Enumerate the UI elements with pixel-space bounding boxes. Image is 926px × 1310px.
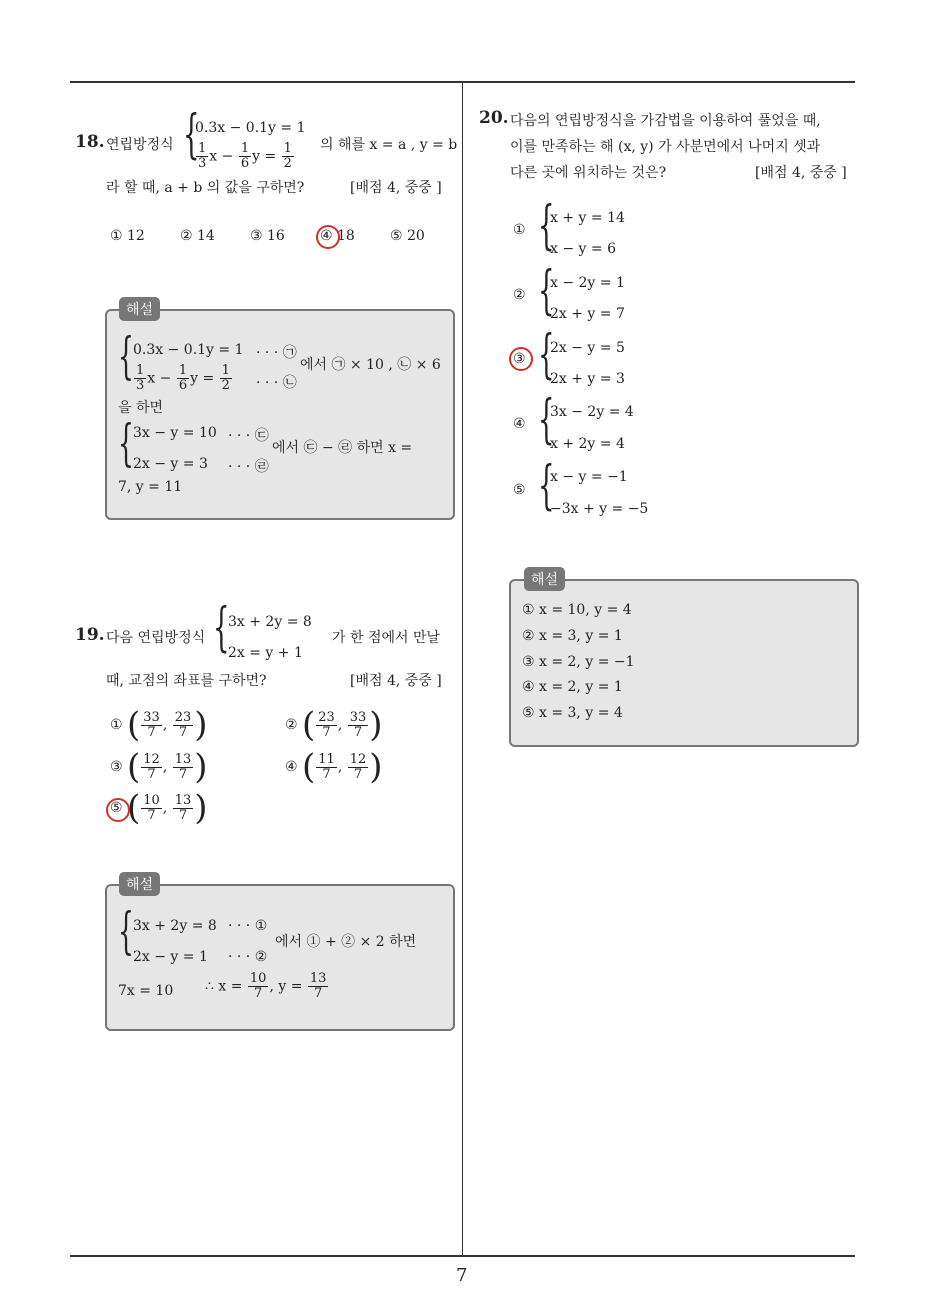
q18-points: [배점 4, 중중 ]	[350, 180, 442, 196]
q18-sol-eq1-tag: · · · ㉠	[256, 345, 297, 361]
q19-sol-eq2: 2x − y = 1	[133, 949, 208, 965]
q18-option-2[interactable]: ② 14	[180, 228, 215, 244]
q19-sol-result: ∴ x = $\frac{10}{7}$ , y = $\frac{13}{7}$	[205, 971, 327, 1001]
q19-eq1: 3x + 2y = 8	[228, 614, 312, 630]
q19-solution-label: 해설	[119, 872, 160, 896]
q19-sol-text2: 7x = 10	[118, 983, 174, 999]
q20-sol-line-4: ④ x = 2, y = 1	[522, 679, 623, 695]
q20-sol-line-5: ⑤ x = 3, y = 4	[522, 705, 623, 721]
column-divider	[462, 83, 463, 1255]
q19-number: 19.	[75, 625, 105, 645]
q18-text-b: 의 해를 x = a , y = b	[320, 137, 458, 153]
q19-sol-eq1: 3x + 2y = 8	[133, 918, 217, 934]
q18-option-4[interactable]: ④ 18	[320, 228, 355, 244]
q18-sol-eq3: 3x − y = 10	[133, 425, 217, 441]
q18-sol-eq3-tag: · · · ㉢	[228, 428, 269, 444]
q18-sol-brace2: {	[118, 414, 134, 472]
q19-brace: {	[213, 598, 230, 658]
q18-eq2: $\frac{1}{3}$ x − $\frac{1}{6}$ y = $\frac{1}{2}$	[198, 141, 292, 171]
q19-option-4[interactable]: ④ ( $\frac{11}{7}$ , $\frac{12}{7}$ )	[285, 747, 383, 787]
q18-sol-text3: 에서 ㉢ − ㉣ 하면 x =	[272, 440, 413, 456]
q18-number: 18.	[75, 132, 105, 152]
q18-option-3[interactable]: ③ 16	[250, 228, 285, 244]
q19-text-b: 가 한 점에서 만날	[332, 630, 441, 646]
q20-points: [배점 4, 중중 ]	[755, 165, 847, 181]
q19-points: [배점 4, 중중 ]	[350, 673, 442, 689]
q19-option-2[interactable]: ② ( $\frac{23}{7}$ , $\frac{33}{7}$ )	[285, 705, 383, 745]
q19-answer-circle	[106, 798, 130, 822]
q18-sol-text4: 7, y = 11	[118, 479, 183, 495]
q19-text-a: 다음 연립방정식	[106, 630, 206, 646]
q18-sol-text1: 에서 ㉠ × 10 , ㉡ × 6	[300, 357, 441, 373]
q19-sol-eq1-tag: · · · ①	[228, 918, 268, 934]
q18-text-a: 연립방정식	[106, 137, 174, 153]
q19-sol-eq2-tag: · · · ②	[228, 949, 268, 965]
q19-option-5[interactable]: ⑤ ( $\frac{10}{7}$ , $\frac{13}{7}$ )	[110, 788, 208, 828]
q20-sol-line-3: ③ x = 2, y = −1	[522, 654, 635, 670]
q19-eq2: 2x = y + 1	[228, 645, 303, 661]
q18-sol-eq4-tag: · · · ㉣	[228, 459, 269, 475]
q20-sol-line-1: ① x = 10, y = 4	[522, 602, 632, 618]
q18-eq1: 0.3x − 0.1y = 1	[195, 120, 306, 136]
q18-sol-eq2: $\frac{1}{3}$ x − $\frac{1}{6}$ y = $\frac{1}{2}$	[136, 363, 230, 393]
q18-brace: {	[183, 105, 200, 165]
q20-line1: 다음의 연립방정식을 가감법을 이용하여 풀었을 때,	[510, 113, 821, 129]
q18-option-5[interactable]: ⑤ 20	[390, 228, 425, 244]
q20-answer-circle	[509, 347, 533, 371]
q20-line2: 이를 만족하는 해 (x, y) 가 사분면에서 나머지 셋과	[510, 139, 821, 155]
q20-line3: 다른 곳에 위치하는 것은?	[510, 165, 667, 181]
q18-sol-eq2-tag: · · · ㉡	[256, 375, 297, 391]
q18-answer-circle	[316, 225, 340, 249]
q18-text-c: 라 할 때, a + b 의 값을 구하면?	[106, 180, 305, 196]
q20-sol-line-2: ② x = 3, y = 1	[522, 628, 623, 644]
q20-solution-label: 해설	[524, 567, 565, 591]
q18-sol-eq4: 2x − y = 3	[133, 456, 208, 472]
page-number: 7	[456, 1265, 468, 1286]
q18-sol-eq1: 0.3x − 0.1y = 1	[133, 342, 244, 358]
q18-sol-brace1: {	[118, 327, 134, 385]
q19-option-3[interactable]: ③ ( $\frac{12}{7}$ , $\frac{13}{7}$ )	[110, 747, 208, 787]
q19-option-1[interactable]: ① ( $\frac{33}{7}$ , $\frac{23}{7}$ )	[110, 705, 208, 745]
q19-sol-brace: {	[118, 902, 134, 960]
q20-number: 20.	[479, 108, 509, 128]
q19-sol-text1: 에서 ① + ② × 2 하면	[275, 934, 417, 950]
q18-option-1[interactable]: ① 12	[110, 228, 145, 244]
q19-text-c: 때, 교점의 좌표를 구하면?	[106, 673, 267, 689]
bottom-rule	[70, 1255, 855, 1257]
q18-sol-text2: 을 하면	[118, 400, 164, 416]
q18-solution-label: 해설	[119, 297, 160, 321]
